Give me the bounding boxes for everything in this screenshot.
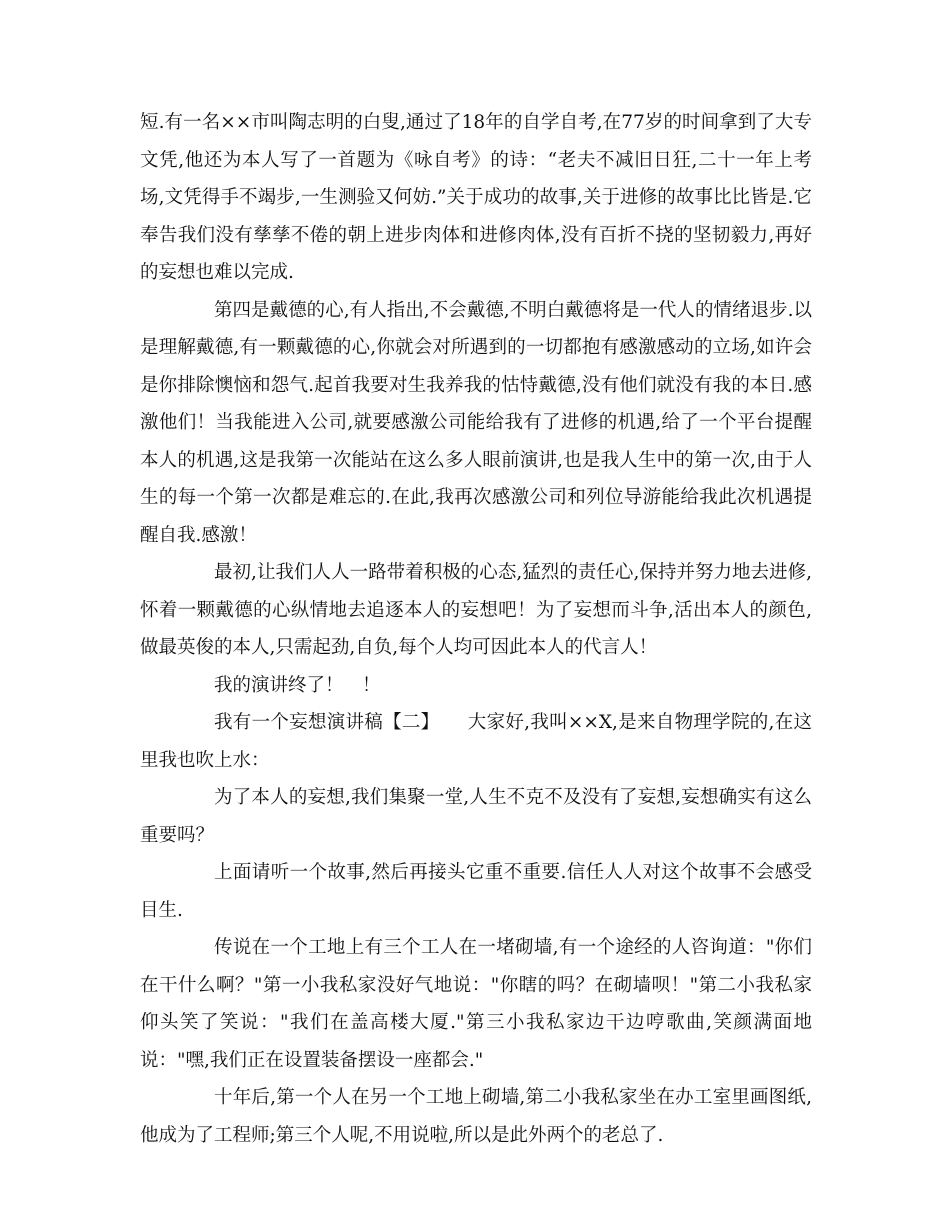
paragraph-2: 第四是戴德的心,有人指出,不会戴德,不明白戴德将是一代人的情绪退步.以是理解戴德,有一颗戴德的心,你就会对所遇到的一切都抱有感激感动的立场,如许会是你排除懊恼和怨气.起首我要对生我养我的怙恃戴德,没有他们就没有我的本日.感激他们！当我能进入公司,就要感激公司能给我有了进修的机遇,给了一个平台提醒本人的机遇,这是我第一次能站在这么多人眼前演讲,也是我人生中的第一次,由于人生的每一个第一次都是难忘的.在此,我再次感激公司和列位导游能给我此次机遇提醒自我.感激！	[140, 299, 812, 546]
paragraph-5-heading: 我有一个妄想演讲稿【二】 大家好,我叫××X,是来自物理学院的,在这里我也吹上水：	[140, 712, 812, 771]
paragraph-6: 为了本人的妄想,我们集聚一堂,人生不克不及没有了妄想,妄想确实有这么重要吗？	[140, 787, 812, 846]
paragraph-7: 上面请听一个故事,然后再接头它重不重要.信任人人对这个故事不会感受目生.	[140, 862, 812, 921]
paragraph-1: 短.有一名××市叫陶志明的白叟,通过了18年的自学自考,在77岁的时间拿到了大专文凭,他还为本人写了一首题为《咏自考》的诗：“老夫不减旧日狂,二十一年上考场,文凭得手不竭步,一生测验又何妨.”关于成功的故事,关于进修的故事比比皆是.它奉告我们没有孳孳不倦的朝上进步肉体和进修肉体,没有百折不挠的坚韧毅力,再好的妄想也难以完成.	[140, 112, 812, 283]
paragraph-3: 最初,让我们人人一路带着积极的心态,猛烈的责任心,保持并努力地去进修,怀着一颗戴德的心纵情地去追逐本人的妄想吧！为了妄想而斗争,活出本人的颜色,做最英俊的本人,只需起劲,自负,每个人均可因此本人的代言人！	[140, 562, 812, 658]
document-page	[140, 104, 812, 1154]
paragraph-4: 我的演讲终了！ ！	[214, 674, 381, 696]
paragraph-9: 十年后,第一个人在另一个工地上砌墙,第二小我私家坐在办工室里画图纸,他成为了工程师;第三个人呢,不用说啦,所以是此外两个的老总了.	[140, 1087, 812, 1146]
paragraph-8: 传说在一个工地上有三个工人在一堵砌墙,有一个途经的人咨询道："你们在干什么啊？"第一小我私家没好气地说："你瞎的吗？在砌墙呗！"第二小我私家仰头笑了笑说："我们在盖高楼大厦."第三小我私家边干边哼歌曲,笑颜满面地说："嘿,我们正在设置装备摆设一座都会."	[140, 937, 812, 1071]
